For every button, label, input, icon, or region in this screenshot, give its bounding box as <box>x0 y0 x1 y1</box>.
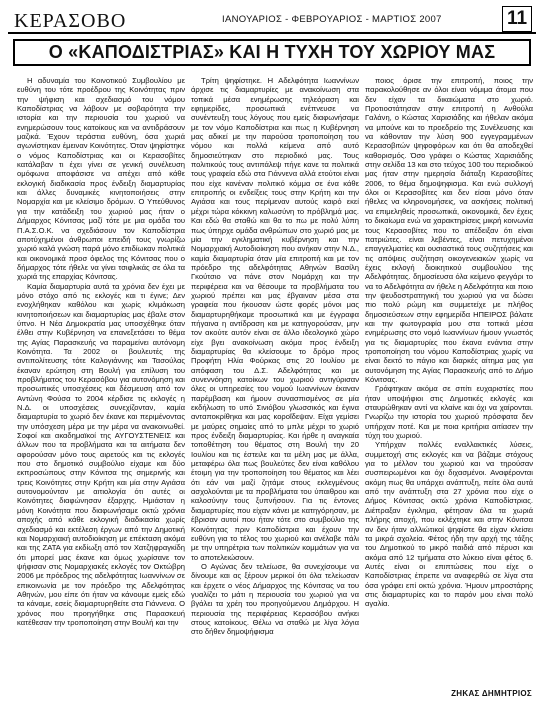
paragraph: Ο Αγώνας δεν τελείωσε, θα συνεχίσουμε να δίνουμε και ας ξέρουν μερικοί ότι όλα τελείωσαν και έρχετε ο νέος Δήμαρχος της Κόνιτσας να του γυαλίζει το μάτι η περιουσία του χωριού για να βγάλει τα χρέη του προηγούμενου Δημάρχου. Η περιουσία της περιφέρειας Κερασόβου ανήκει στους κατοίκους. Θέλω να σταθώ με λίγα λόγια στο δήθεν δημοψήφισμα <box>191 561 359 637</box>
article-column-1 <box>17 76 185 686</box>
article-headline: Ο «ΚΑΠΟΔΙΣΤΡΙΑΣ» ΚΑΙ Η ΤΥΧΗ ΤΟΥ ΧΩΡΙΟΥ ΜΑΣ <box>13 39 531 66</box>
page-number: 11 <box>502 6 532 32</box>
article-column-3 <box>365 76 533 686</box>
masthead <box>8 4 536 34</box>
issue-date: ΙΑΝΟΥΑΡΙΟΣ - ΦΕΒΡΟΥΑΡΙΟΣ - ΜΑΡΤΙΟΣ 2007 <box>222 14 442 25</box>
paragraph: Γράφτηκαν ακόμα σε σπίτι ευχαριστίες που ήταν υποψήφιοι στις Δημοτικές εκλογές και σταυρώθηκαν αντί να κλαίνε και όχι να χαίρονται. Γνωρίζω την ιστορία του χωριού πρόσφατα δεν υπήρχαν ποτέ. Και με ποια κριτήρια αιτίασεν την τύχη του χωριού. <box>365 384 533 441</box>
masthead-rule <box>8 32 536 34</box>
newspaper-name: ΚΕΡΑΣΟΒΟ <box>14 10 127 32</box>
paragraph: ποιος όρισε την επιτροπή, ποιος την παρακολούθησε αν όλοι είναι νόμιμα άτομα που δεν είχαν τα δικαιώματα στο χωριό. Προτιοστάτησαν στην επιτροπή η Ανθούλα Γαλάνη, ο Κώστας Χαρισιάδης και ήθελαν ακόμα να μπούνε και το προεδρείο της Συνέλευσης και να κάθονταν την λύση 900 εγγεγραμμένων Κερασοβιτών ψηφοφόρων και ότι θα αποδεχθεί καθορισμός. Όσο γράφει ο Κώστας Χαρισιάδης στην σελίδα 13 και στο τεύχος 100 του περιοδικού μας ήταν στην ημερησία διάταξη Κερασοβίτες 2006, το θέμα δημοψηφισμα. Και ενώ συλλογή όλοι οι Κερασοβίτες και δεν είσαι μόνο όταν ήθελες να κληρονομήσεις, να ασκήσεις πολιτική να επιμεληθείς προσωπικά, οικονομικά, δεν έχεις το δικαίωμα ενώ να χαρακτηρίσεις μικρή κοινωνία τους Κερασοβίτες που το απέδειξαν ότι είναι πατριώτες. είναι λεβέντες, είναι πετυχημένοι επαγγελματίες και ουσιαστικά τους συζητήσεις και τις απόψεις συζήτηση οικογενειακών χωρίς να έχεις εκλογή διοικητικού συμβουλίου της Αδελφότητας. δημοσίευσα όλα κείμενο φεγγάρι το να το Αδελφότητα αν ήθελε η Αδελφότητα και ποιο την ψευδοστρατηγική του χωριού για να δώσει πιο πολύ ρώμη και συμμετείχε με πλήθος δημοσιεύσεων στην εφημερίδα ΗΠΕΙΡΟΣ βάλατε και την φωτογραφία μου στα τοπικά μέσα ενημέρωσης στο νομό Ιωαννίνων ήμουν γνωστός για τις διαμαρτυρίες που έκανα ενάντια στην τροποποίηση του νόμου Καποδίστριας χωρίς να είναι δεκτό το πάγιο και διαρκές αίτημα μας για αυτονόμηση της Αγίας Παρασκευής από το Δήμο Κόνιτσας. <box>365 76 533 384</box>
article-column-2 <box>191 76 359 686</box>
paragraph: Η αδυναμία του Κοινοτικού Συμβουλίου με ευθύνη του τότε προέδρου της Κοινότητας πριν την ψήφιση και σχεδιασμό του νόμου Καποδίστριας να λάβουν με σοβαρότητα την ιστορία και την περιουσία του χωριού να ενημερώσουν τους κατοίκους και να αντιδράσουν μαζικά. Έχουν τεράστια ευθύνη, όσα χωριά αγωνίστηκαν έμειναν Κοινότητες. Όταν ψηφίστηκε ο νόμος Καποδίστριας και οι Κερασοβίτες κατάλαβαν τι έχει γίνει σε γενική συνέλευση ομόφωνα αποφάσισε να απέχει από κάθε εκλογική διαδικασία προς ένδειξη διαμαρτυρίας και άλλες δυναμικές κινητοποιήσεις στην Νομαρχία και με κλείσιμο δρόμων. Ο Υπεύθυνος για την κατάδειξη του χωριού μας ήταν ο Δήμαρχος Κόνιτσας μαζί τότε με μια ομάδα του Π.Α.Σ.Ο.Κ. να σχεδιάσουν τον Καποδίστρια αποτύχημένοι άνθρωποι επειδή τους γνωρίζω χωριό καλά γνώση παρά μόνο επιδίωκαν πολιτικά και οικονομικά προσ όφελος της Κόνιτσας που ο δήμαρχος τότε ήθελε να γίνει τσιφλικάς σε όλα τα χωριά της επαρχίας Κόνιτσας. <box>17 76 185 282</box>
paragraph: Υπήρχαν πολλές εναλλακτικές λύσεις, συμμετοχή στις εκλογές και να βάζαμε στόχους για το μέλλον του χωριού και να τηρούσαν συσπειρωμένοι και όχι διχασμένοι. Αναφέρονται ακόμη πως θα υπάρχει ανάπτυξη, πείτε όλα αυτά από την ανάπτυξη στα 27 χρόνια που είχε ο Δήμος Κόνιτσας οκτώ χρόνια Καποδίστριας. Διέπραξαν έγκλημα, φέτησαν όλα τα χωριά πλήρης αποχή, που εκλέχτηκε και στην Κόνιτσα αν δεν ήταν αλλιώτικοί ψηφίστε θα είχαν κλείσει τα μικρά σχολεία. Φέτος ήδη την αρχή της τάξης του Δημοτικού το μικρό παιδιά από πέρυσι και ακόμα από 12 τμήματα στο λύκειο είναι φέτος 6. Αυτές είναι οι επιπτώσεις που είχε ο Καποδίστριας έπρεπε να αναφερθώ σε λίγα στα όσα γράφει επί οκτώ χρόνια. Ήμουν μπροστάρης στις διαμαρτυρίες και το παρόν μου είναι πολύ αγαλία. <box>365 440 533 609</box>
paragraph: Τρίτη ψηφίστηκε. Η Αδελφότητα Ιωαννίνων άρχισε τις διαμαρτυρίες με ανακοίνωση στα τοπικά μέσα ενημέρωσης τηλεόραση και εφημερίδες, προσωπικά ενέπνευσε να συνέντευξη τους λόγους που εμείς διαφωνήσαμε με τον νόμο Καποδίστρια και πως η Κυβέρνηση μας αδικεί με την παρούσα τροποποίηση του νόμου και πολλά κείμενα από αυτό δημοσιεύτηκαν στο περιοδικό μας. Τους πολιτικούς τους αντιπάλεψ πήγε κανε τα πολιτικά τους γραφεία εδώ στα Γιάννενα αλλά ετούτοι είναι που είχε κανέναν πολιτικό κόμμα σε ένα κάθε επιτροπής οι ενδείξεις τους στην Κρήτη και την Αγιάσα και τους περίμεναν αυτούς καιρό εκεί μέχρι τώρα κόκκινη καλωσύνη το πρόβλημά μας. Και εδώ θα σταθώ και θα το πω με πολύ λύπη πως ύπηρχε ομάδα ανθρώπων στο χωριό μας με μία την εγκληματική κυβέρνηση και την Νομαρχιακή Αυτοδιοίκηση που ανήκαν στην Ν.Δ., καμία διαμαρτυρία όταν μία επιτροπή και με τον πρόεδρο της αδελφότητας Αθηνών Βασίλη Γκούτσιο να πάνε στον Νομάρχη και την περιφέρεια και να θέσουμε τα προβλήματα του χωριού πρέπει και μας έβγαιναν μέσα στα γραφεία που ήκουσαν ώστε φορές μόνοι μας διαμαρτυρηθήκαμε προσωπικά και με έγγραφα πήγαινα η αντίδραση και με κατηγορούσαν, μην τον ακούτε αυτόν είναι σε άλλο ιδεολογικό χώρο είχε βγει ανακοίνωση ακόμα προς ένδειξη διαμαρτυρίας θα κλείσουμε το δρόμο προς Προφήτη Ηλία Φούρκας στις 20 Ιουλίου με απόφαση του Δ.Σ. Αδελφότητας και με συνεννόηση κατοίκων του χωριού αντιγύρισαν όλες οι υπηρεσίες του νομού Ιωαννίνων έκαναν παρέμβαση και ήμουν συνασπισμένος σε μία εκδήλωση το υπό Σινιόβου γλωσσικός και έγινα ανταποκρίθηκα και μας κοροΐδεψαν. Είχα γεμίσει με μαύρες σημαίες από το μπλε μέχρι το χωριό προς ένδειξη διαμαρτυρίας. Και ήρθε η αναγκαία τοποθέτηση του θέματος στη Βουλή την 20 Ιουλίου και τις έστειλε και τα μέλη μας με άλλα, μεταφέρω όλα πως βουλεύτες δεν είναι καθόλου έτοιμη για την τροποποίηση του θέματος και λέει ότι εάν ναι μαζί ζητάμε στους εκλεγμένους ασχολούνται με τα προβλήματα του ύπαιθρου και καλοσύνην τους ξυπνήσουν. Για τις έντονες διαμαρτυρίες που είχαν κάνει με κατηγόρησαν, με έβρισαν αυτοί που ήταν τότε στο συμβούλιο της Κοινότητας πριν Καποδίστρια και έχουν την ευθύνη για το τέλος του χωριού και ανέλαβε πάλι με την υπηρέτρια των πολιτικών κομμάτων για να το αποτελειώσουν. <box>191 76 359 562</box>
paragraph: Καμία διαμαρτυρία αυτά τα χρόνια δεν έχει με μόνο στόχο από τις εκλογές και τι έγινε; Δεν ενοχλήθηκαν καθόλου και χωρίς κλιμάκωση κινητοποιήσεων και διαμαρτυρίας μας έβαλε στον ύπνο. Η Νέα Δημοκρατία μας υποσχέθηκε όταν έλθει στην Κυβέρνηση να επανεξετάσει το θέμα της Αγίας Παρασκευής να παραμείνει αυτόνομη Κοινότητα. Τα 2002 οι βουλευτές της αντιπολίτευσης τότε Καλογιάννης και Τασούλας έκαναν ερώτηση στη Βουλή για επίλυση του προβλήματος του Κερασόβου για αυτονόμηση και προσωπικές υποσχέσεις και δέσμευση από τον Αντώνη Φούσα το 2004 κέρδισε τις εκλογές η Ν.Δ. οι υποσχέσεις συνεχίζονταν, καμία διαμαρτυρία το χωριό δεν έκανε και περιμένοντας την υπόσχεση μέρα με την μέρα να ανακοινωθεί. Σοφοί και ακαδημαϊκοί της ΑΥΓΟΥΣΤΕΝΕΙΣ και άλλων που τα προβλήματα και τα αιτήματα δεν αφορούσαν μόνο τους αιρετούς και τις εκλογές που στο δημοτικό συμβούλιο είχαμε και δύο εκπροσώπους στην Κόνιτσα της σημερινής και τρεις Κοινότητες στην Κρήτη και μία στην Αγιάσα αυτονομούνταν με αιτιολογία ότι αυτές οι Κοινότητες διαφώνησαν έξαρχης. Ημιάσταν η μόνη Κοινότητα που διαφωνήσαμε οκτώ χρόνια αποχής από κάθε εκλογική διαδικασία χωρίς σχεδιασμό και εκτέλεση έργων από την Δημοτική και Νομαρχιακή αυτοδιοίκηση με επέκταση ακόμα και της ΖΑΤΑ για εκδίωξη από τον Χατζηφραγκίδη ότι μπορεί μας έκανε και όμως χωρίσανε τον ψήφισαν στις Νομαρχιακές εκλογές τον Οκτώβρη 2006 με πρόεδρος της αδελφότητας Ιωαννίνων σε επικοινωνία με τον πρόεδρο της Αδελφότητας Αθηνών, μου είπε ότι ήταν να κάνουμε εμείς εδώ τα κάναμε, εσείς διαμαρτυρηθείτε στα Γιάννενα. Ο χρόνος που προηγήθηκε στις Παρασκευή κατέθεσαν την τροποποίηση στην Βουλή και την <box>17 281 185 627</box>
author-byline: ΖΗΚΑΣ ΔΗΜΗΤΡΙΟΣ <box>451 689 532 698</box>
